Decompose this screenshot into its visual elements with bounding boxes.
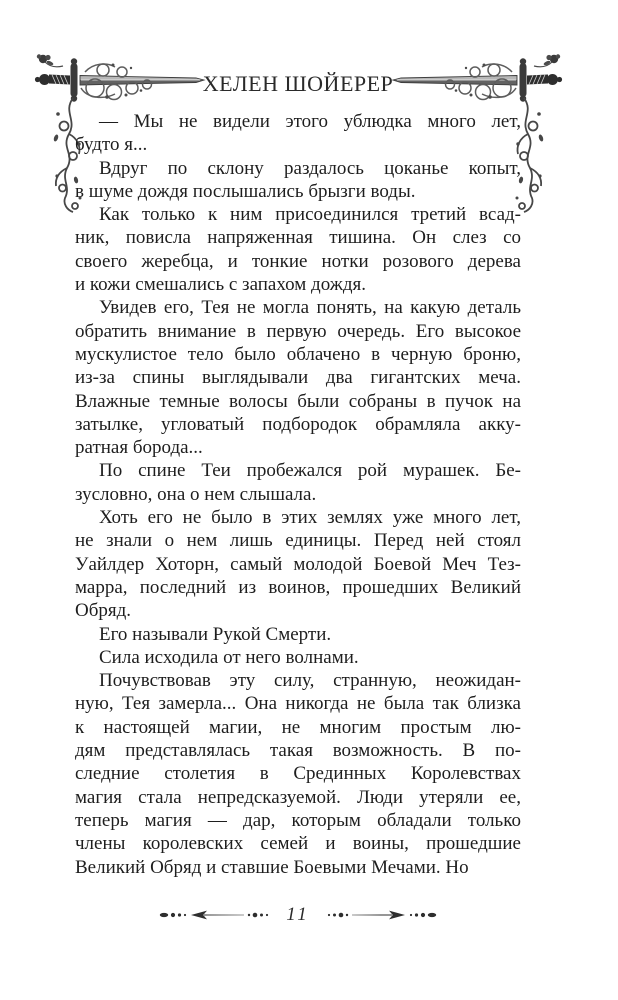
text-line: будто я... [75,134,148,156]
text-line: По спине Теи пробежался рой мурашек. Бе- [99,460,521,482]
text-line: — Мы не видели этого ублюдка много лет, [99,111,521,132]
text-line: мускулистое тело было облачено в черную броню, [75,343,521,365]
text-line: Его называли Рукой Смерти. [99,623,332,645]
paragraph [75,669,521,879]
paragraph [75,459,521,506]
text-line: Обряд. [75,600,132,622]
text-line: дям представлялась такая возможность. В по- [75,740,521,762]
text-block [75,110,521,879]
running-head-author: ХЕЛЕН ШОЙЕРЕР [202,71,394,96]
text-line: Как только к ним присоединился третий всад- [99,204,521,226]
paragraph [75,157,521,204]
text-line: зусловно, она о нем слышала. [75,483,317,505]
text-line: Влажные темные волосы были собраны в пучок на [75,390,521,412]
paragraph [75,506,521,622]
page-footer [75,901,521,929]
text-line: своего жеребца, и тонкие нотки розового дерева [75,250,521,272]
text-line: Сила исходила от него волнами. [99,646,359,668]
text-line: марра, последний из воинов, прошедших Великий [75,576,521,598]
text-line: Увидев его, Тея не могла понять, на какую деталь [99,297,521,319]
text-line: обратить внимание в первую очередь. Его высокое [75,320,521,342]
text-line: Хоть его не было в этих землях уже много лет, [99,507,521,529]
page-number: 11 [286,904,310,925]
text-line: в шуме дождя послышались брызги воды. [75,180,416,202]
paragraph [75,623,521,646]
text-line: и кожи смешались с запахом дождя. [75,274,367,296]
text-line: ратная борода... [75,437,203,459]
text-line: теперь магия — дар, которым обладали только [75,809,521,831]
text-line: Великий Обряд и ставшие Боевыми Мечами. Но [75,856,469,878]
text-line: не знали о нем лишь единицы. Перед ней стоял [75,530,521,552]
text-line: из-за спины выглядывали два гигантских меча. [75,367,521,389]
text-line: члены королевских семей и воины, прошедшие [75,833,521,855]
paragraph [75,296,521,459]
arrow-dots-divider-icon-right [326,907,438,923]
text-line: к настоящей магии, не многим простым лю- [75,716,521,738]
text-line: Уайлдер Хоторн, самый молодой Боевой Меч Тез- [75,553,521,575]
text-line: Почувствовав эту силу, странную, неожидан- [99,670,521,692]
text-line: магия стала непредсказуемой. Люди утеряли ее, [75,786,521,808]
paragraph [75,110,521,157]
text-line: следние столетия в Срединных Королевствах [75,763,521,785]
text-line: Вдруг по склону раздалось цоканье копыт, [99,157,521,179]
arrow-dots-divider-icon-left [158,907,270,923]
text-line: ную, Тея замерла... Она никогда не была так близка [75,693,521,715]
paragraph [75,203,521,296]
text-line: затылке, угловатый подбородок обрамляла акку- [75,413,521,435]
paragraph [75,646,521,669]
text-line: ник, повисла напряженная тишина. Он слез со [75,227,521,249]
